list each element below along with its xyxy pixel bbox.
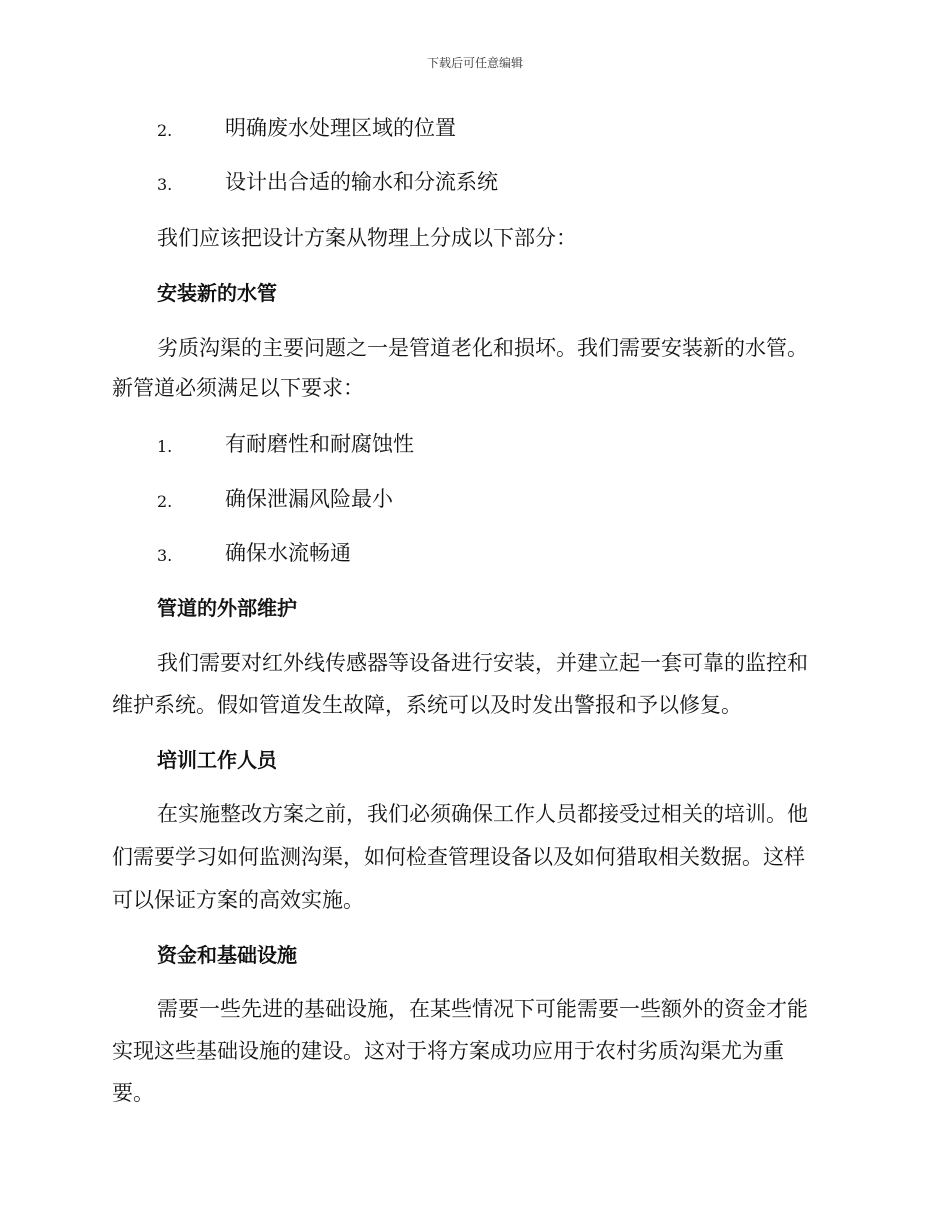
section-heading: 管道的外部维护 [157,596,297,620]
paragraph-line: 可以保证方案的高效实施。 [112,888,364,912]
page-header: 下载后可任意编辑 [426,56,523,70]
paragraph-line: 新管道必须满足以下要求： [112,376,364,400]
list-number: 2. [157,121,173,140]
paragraph-line: 需要一些先进的基础设施，在某些情况下可能需要一些额外的资金才能 [157,997,808,1021]
section-heading: 资金和基础设施 [157,943,297,967]
section-heading: 安装新的水管 [157,281,277,305]
list-text: 确保水流畅通 [225,541,351,565]
paragraph-line: 要。 [112,1081,154,1105]
list-number: 3. [157,175,173,194]
paragraph-line: 劣质沟渠的主要问题之一是管道老化和损坏。我们需要安装新的水管。 [157,336,808,360]
list-text: 设计出合适的输水和分流系统 [225,170,498,194]
list-text: 有耐磨性和耐腐蚀性 [225,432,414,456]
list-text: 确保泄漏风险最小 [225,487,393,511]
paragraph-line: 维护系统。假如管道发生故障，系统可以及时发出警报和予以修复。 [112,693,742,717]
paragraph-line: 我们需要对红外线传感器等设备进行安装，并建立起一套可靠的监控和 [157,651,808,675]
list-text: 明确废水处理区域的位置 [225,116,456,140]
paragraph-line: 们需要学习如何监测沟渠，如何检查管理设备以及如何猎取相关数据。这样 [112,845,805,869]
section-heading: 培训工作人员 [157,748,277,772]
intro-paragraph: 我们应该把设计方案从物理上分成以下部分： [157,226,577,250]
list-number: 2. [157,492,173,511]
list-number: 3. [157,546,173,565]
list-number: 1. [157,437,173,456]
paragraph-line: 在实施整改方案之前，我们必须确保工作人员都接受过相关的培训。他 [157,802,808,826]
paragraph-line: 实现这些基础设施的建设。这对于将方案成功应用于农村劣质沟渠尤为重 [112,1039,784,1063]
